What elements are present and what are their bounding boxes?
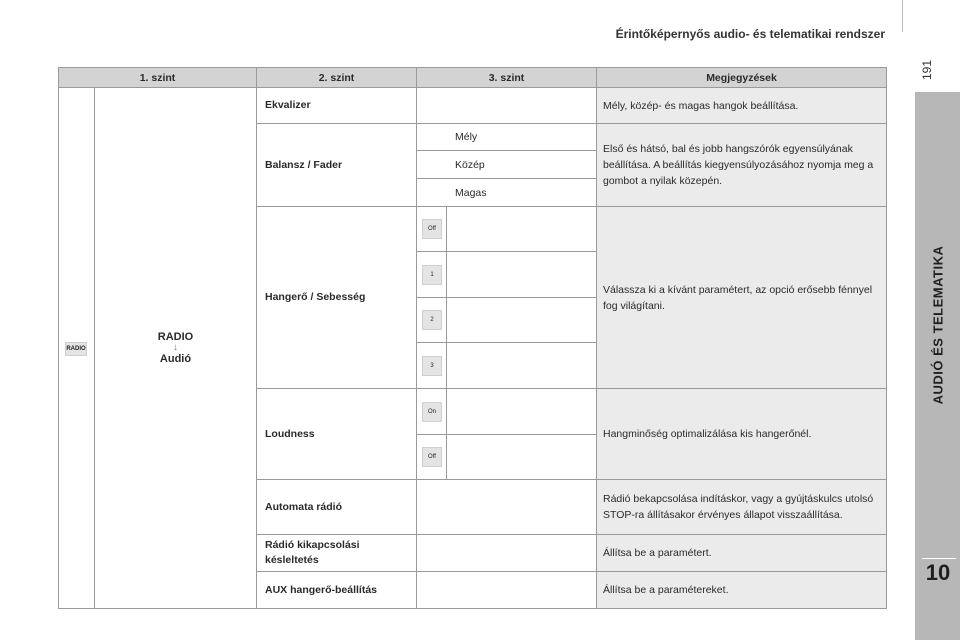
- row-automata-note: Rádió bekapcsolása indításkor, vagy a gyújtáskulcs utolsó STOP-ra állításakor érvényes állapot visszaállítása.: [597, 480, 887, 535]
- option-on-blank: [447, 389, 597, 435]
- row-balansz-label: Balansz / Fader: [257, 124, 417, 207]
- row-kikapcs-note: Állítsa be a paramétert.: [597, 535, 887, 572]
- header-divider: [902, 0, 903, 32]
- option-3-cell: [417, 343, 447, 389]
- level-1-button-icon: 1: [422, 265, 442, 285]
- arrow-down-icon: ↓: [173, 342, 178, 353]
- level-2-button-icon: 2: [422, 310, 442, 330]
- audio-label: Audió: [159, 353, 192, 365]
- row-aux-label: AUX hangerő-beállítás: [257, 572, 417, 609]
- level-3-button-icon: 3: [422, 356, 442, 376]
- option-3-blank: [447, 343, 597, 389]
- option-loudness-off-blank: [447, 435, 597, 480]
- option-2-blank: [447, 298, 597, 343]
- option-mely: Mély: [417, 124, 597, 151]
- header-level-1: 1. szint: [59, 68, 257, 88]
- on-button-icon: On: [422, 402, 442, 422]
- level1-cell: [59, 88, 95, 609]
- radio-label: RADIO: [157, 331, 194, 343]
- row-loudness-note: Hangminőség optimalizálása kis hangerőnél.: [597, 389, 887, 480]
- row-aux-level3: [417, 572, 597, 609]
- row-hangero-label: Hangerő / Sebesség: [257, 207, 417, 389]
- row-aux-note: Állítsa be a paramétereket.: [597, 572, 887, 609]
- off-button-icon: Off: [422, 447, 442, 467]
- chapter-number: 10: [925, 560, 951, 585]
- row-ekvalizer-label: Ekvalizer: [257, 88, 417, 124]
- off-button-icon: Off: [422, 219, 442, 239]
- header-level-3: 3. szint: [417, 68, 597, 88]
- option-loudness-off-cell: [417, 435, 447, 480]
- row-ekvalizer-note: Mély, közép- és magas hangok beállítása.: [597, 88, 887, 124]
- option-kozep: Közép: [417, 151, 597, 179]
- row-kikapcs-label: Rádió kikapcsolási késleltetés: [257, 535, 417, 572]
- option-magas: Magas: [417, 179, 597, 207]
- row-hangero-note: Válassza ki a kívánt paramétert, az opció erősebb fénnyel fog világítani.: [597, 207, 887, 389]
- option-2-cell: [417, 298, 447, 343]
- chapter-title: [915, 92, 960, 558]
- page-header-title: Érintőképernyős audio- és telematikai rendszer: [615, 27, 885, 41]
- page-number: 191: [920, 59, 934, 81]
- menu-structure-table: [58, 67, 887, 609]
- header-notes: Megjegyzések: [597, 68, 887, 88]
- radio-icon: RADIO: [65, 342, 87, 356]
- chapter-separator: [922, 558, 956, 559]
- row-ekvalizer-level3: [417, 88, 597, 124]
- row-automata-level3: [417, 480, 597, 535]
- chapter-title-text: AUDIÓ ÉS TELEMATIKA: [930, 245, 945, 405]
- option-1-blank: [447, 252, 597, 298]
- row-kikapcs-level3: [417, 535, 597, 572]
- level2-radio-audio: [95, 88, 257, 609]
- row-automata-label: Automata rádió: [257, 480, 417, 535]
- header-level-2: 2. szint: [257, 68, 417, 88]
- option-off-blank: [447, 207, 597, 252]
- option-on-cell: [417, 389, 447, 435]
- row-balansz-note: Első és hátsó, bal és jobb hangszórók egyensúlyának beállítása. A beállítás kiegyensúlyozásához nyomja meg a gombot a nyilak közepén.: [597, 124, 887, 207]
- row-loudness-label: Loudness: [257, 389, 417, 480]
- option-1-cell: [417, 252, 447, 298]
- option-off-cell: [417, 207, 447, 252]
